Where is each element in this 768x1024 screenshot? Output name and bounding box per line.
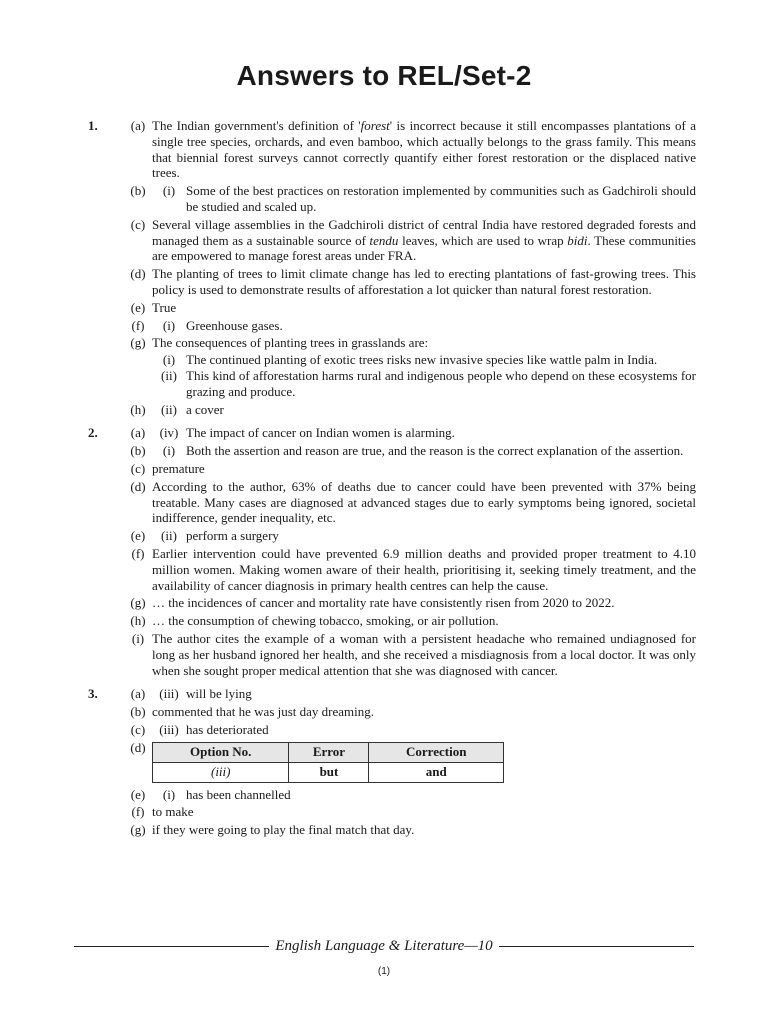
item-label: (d) bbox=[130, 478, 146, 494]
sub-text: This kind of afforestation harms rural and indigenous people who depend on these ecosystems for grazing and produce. bbox=[186, 367, 696, 399]
answer-text: True bbox=[152, 299, 177, 315]
sub-answer bbox=[152, 318, 696, 334]
sub-label: (ii) bbox=[161, 367, 177, 383]
sub-text: perform a surgery bbox=[186, 528, 279, 544]
sub-text: has deteriorated bbox=[186, 721, 269, 737]
item-label: (d) bbox=[130, 266, 146, 282]
answer-item bbox=[124, 546, 696, 593]
item-label: (f) bbox=[131, 317, 145, 333]
item-text bbox=[152, 335, 696, 399]
item-text bbox=[152, 528, 696, 544]
sub-answer bbox=[152, 787, 696, 803]
sub-label: (i) bbox=[162, 786, 176, 802]
item-text bbox=[152, 686, 696, 702]
answer-text: According to the author, 63% of deaths due to cancer could have been prevented with 37% being treatable. Many cases are diagnosed at advanced stages due to early symptoms being ignored, societal indifference, gender inequality, etc. bbox=[152, 478, 696, 526]
item-label: (h) bbox=[130, 613, 146, 629]
sub-answer bbox=[152, 686, 696, 702]
table-header-row bbox=[153, 742, 504, 762]
sub-answer bbox=[152, 183, 696, 215]
item-label: (c) bbox=[130, 216, 146, 232]
sub-answers bbox=[152, 787, 696, 803]
sub-answers bbox=[152, 686, 696, 702]
answer-item bbox=[124, 300, 696, 316]
sub-label: (i) bbox=[162, 443, 176, 459]
answer-text: to make bbox=[152, 804, 194, 820]
item-label: (b) bbox=[130, 443, 146, 459]
sub-label: (i) bbox=[162, 352, 176, 368]
item-label: (f) bbox=[131, 545, 145, 561]
question-number: 3. bbox=[88, 686, 98, 702]
page-number: (1) bbox=[377, 966, 391, 977]
table-row bbox=[153, 762, 504, 782]
sub-answers bbox=[152, 352, 696, 399]
answer-text: if they were going to play the final match that day. bbox=[152, 822, 415, 838]
sub-answer bbox=[152, 425, 696, 441]
item-text bbox=[152, 804, 696, 820]
item-text bbox=[152, 217, 696, 264]
answer-item bbox=[124, 266, 696, 298]
answer-text: … the incidences of cancer and mortality rate have consistently risen from 2020 to 2022. bbox=[152, 595, 615, 611]
sub-label: (iii) bbox=[159, 721, 179, 737]
item-label: (c) bbox=[130, 721, 146, 737]
table-cell bbox=[153, 762, 289, 782]
sub-text: The impact of cancer on Indian women is alarming. bbox=[186, 425, 455, 441]
answer-item bbox=[124, 402, 696, 418]
sub-label: (iii) bbox=[159, 686, 179, 702]
answer-text: commented that he was just day dreaming. bbox=[152, 704, 375, 720]
sub-answer bbox=[152, 402, 696, 418]
sub-label: (i) bbox=[162, 183, 176, 199]
question-body bbox=[124, 686, 696, 840]
answer-item bbox=[124, 740, 696, 785]
answer-item bbox=[124, 722, 696, 738]
sub-answers bbox=[152, 528, 696, 544]
item-text bbox=[152, 402, 696, 418]
answer-item bbox=[124, 318, 696, 334]
sub-answers bbox=[152, 722, 696, 738]
question-1 bbox=[88, 118, 696, 419]
sub-label: (i) bbox=[162, 317, 176, 333]
sub-text: Some of the best practices on restoration implemented by communities such as Gadchiroli should be studied and scaled up. bbox=[186, 183, 696, 214]
answer-item bbox=[124, 686, 696, 702]
item-text bbox=[152, 266, 696, 298]
answer-text: premature bbox=[152, 460, 205, 476]
italic-term: forest bbox=[360, 118, 390, 133]
item-label: (h) bbox=[130, 401, 146, 417]
sub-answers bbox=[152, 318, 696, 334]
sub-text: a cover bbox=[186, 401, 224, 417]
item-text bbox=[152, 300, 696, 316]
sub-answers bbox=[152, 425, 696, 441]
sub-text: The continued planting of exotic trees risks new invasive species like wattle palm in India. bbox=[186, 352, 658, 368]
item-text bbox=[152, 722, 696, 738]
text-segment: leaves, which are used to wrap bbox=[398, 232, 568, 248]
footer-text: English Language & Literature—10 bbox=[275, 937, 493, 954]
item-label: (f) bbox=[131, 804, 145, 820]
item-text bbox=[152, 118, 696, 181]
item-text bbox=[152, 461, 696, 477]
question-number: 2. bbox=[88, 425, 98, 441]
item-text bbox=[152, 183, 696, 215]
sub-answers bbox=[152, 402, 696, 418]
answer-item bbox=[124, 613, 696, 629]
footer-rule-left bbox=[74, 946, 269, 947]
item-text bbox=[152, 595, 696, 611]
sub-text: has been channelled bbox=[186, 786, 291, 802]
question-number: 1. bbox=[88, 118, 98, 133]
sub-label: (ii) bbox=[161, 528, 177, 544]
item-label: (a) bbox=[130, 686, 146, 702]
item-label: (a) bbox=[130, 118, 146, 133]
sub-answer bbox=[152, 368, 696, 400]
page-title: Answers to REL/Set-2 bbox=[236, 60, 532, 91]
option-number: (iii) bbox=[210, 764, 231, 780]
item-label: (e) bbox=[130, 786, 146, 802]
question-body bbox=[124, 118, 696, 419]
sub-answer bbox=[152, 443, 696, 459]
answer-item bbox=[124, 479, 696, 526]
sub-answer bbox=[152, 722, 696, 738]
table-cell: but bbox=[289, 762, 369, 782]
sub-answers bbox=[152, 183, 696, 215]
item-label: (a) bbox=[130, 425, 146, 441]
item-text bbox=[152, 704, 696, 720]
table-header: Option No. bbox=[153, 742, 289, 762]
sub-text: Greenhouse gases. bbox=[186, 317, 283, 333]
answer-text: … the consumption of chewing tobacco, smoking, or air pollution. bbox=[152, 613, 499, 629]
sub-label: (iv) bbox=[159, 425, 179, 441]
answer-item bbox=[124, 595, 696, 611]
item-label: (g) bbox=[130, 595, 146, 611]
item-text bbox=[152, 425, 696, 441]
item-text bbox=[152, 443, 696, 459]
item-label: (e) bbox=[130, 299, 146, 315]
answer-item bbox=[124, 335, 696, 399]
item-label: (b) bbox=[130, 704, 146, 720]
item-label: (b) bbox=[130, 183, 146, 199]
answer-item bbox=[124, 425, 696, 441]
question-body bbox=[124, 425, 696, 680]
answer-item bbox=[124, 461, 696, 477]
item-text bbox=[152, 318, 696, 334]
item-text bbox=[152, 546, 696, 593]
answer-text: The planting of trees to limit climate change has led to erecting plantations of fast-growing trees. This policy is used to demonstrate results of afforestation a lot quicker than natural forest restoration. bbox=[152, 266, 696, 297]
answer-item bbox=[124, 822, 696, 838]
error-correction-table bbox=[152, 742, 504, 783]
answer-item bbox=[124, 704, 696, 720]
footer bbox=[74, 936, 694, 956]
sub-answers bbox=[152, 443, 696, 459]
answer-text: The author cites the example of a woman with a persistent headache who remained undiagnosed for long as her husband ignored her health, and she received a misdiagnosis from a local doctor. It was only when she sought proper medical attention that she was diagnosed with cancer. bbox=[152, 630, 696, 678]
sub-label: (ii) bbox=[161, 401, 177, 417]
answer-list bbox=[88, 118, 696, 840]
text-segment: . These communities are empowered to manage forest areas under FRA. bbox=[152, 232, 696, 264]
item-label: (i) bbox=[131, 630, 145, 646]
item-text bbox=[152, 613, 696, 629]
table-header: Correction bbox=[369, 742, 504, 762]
item-label: (e) bbox=[130, 528, 146, 544]
item-label: (c) bbox=[130, 460, 146, 476]
answer-item bbox=[124, 443, 696, 459]
text-segment: ' is incorrect because it still encompasses plantations of a single tree species, orchards, and even bamboo, which actually belongs to the grass family. This means that biennial forest surveys cannot correctly quantify either forest restoration or the displaced native trees. bbox=[152, 118, 697, 181]
italic-term: tendu bbox=[369, 232, 399, 248]
question-3 bbox=[88, 686, 696, 840]
text-segment: The Indian government's definition of ' bbox=[152, 118, 361, 133]
item-text bbox=[152, 479, 696, 526]
answer-text: The consequences of planting trees in grasslands are: bbox=[152, 335, 429, 351]
sub-answer bbox=[152, 528, 696, 544]
footer-rule-right bbox=[499, 946, 694, 947]
item-text bbox=[152, 822, 696, 838]
item-label: (d) bbox=[130, 739, 146, 755]
answer-text: Earlier intervention could have prevented 6.9 million deaths and provided proper treatment to 4.10 million women. Making women aware of their health, prioritising it, seeking timely treatment, and the availability of cancer diagnosis in primary health centres can help the cause. bbox=[152, 545, 696, 593]
answer-item bbox=[124, 217, 696, 264]
sub-text: Both the assertion and reason are true, and the reason is the correct explanation of the assertion. bbox=[186, 443, 684, 459]
answer-item bbox=[124, 631, 696, 678]
question-2 bbox=[88, 425, 696, 680]
table-header: Error bbox=[289, 742, 369, 762]
italic-term: bidi bbox=[567, 232, 588, 248]
sub-answer bbox=[152, 352, 696, 368]
item-text bbox=[152, 787, 696, 803]
sub-text: will be lying bbox=[186, 686, 252, 702]
answer-item bbox=[124, 787, 696, 803]
answer-item bbox=[124, 118, 696, 181]
answer-item bbox=[124, 804, 696, 820]
table-cell: and bbox=[369, 762, 504, 782]
answer-item bbox=[124, 528, 696, 544]
item-text bbox=[152, 740, 696, 785]
answer-item bbox=[124, 183, 696, 215]
item-label: (g) bbox=[130, 822, 146, 838]
item-text bbox=[152, 631, 696, 678]
text-segment: Several village assemblies in the Gadchiroli district of central India have restored degraded forests and managed them as a sustainable source of bbox=[152, 216, 696, 248]
item-label: (g) bbox=[130, 335, 146, 351]
